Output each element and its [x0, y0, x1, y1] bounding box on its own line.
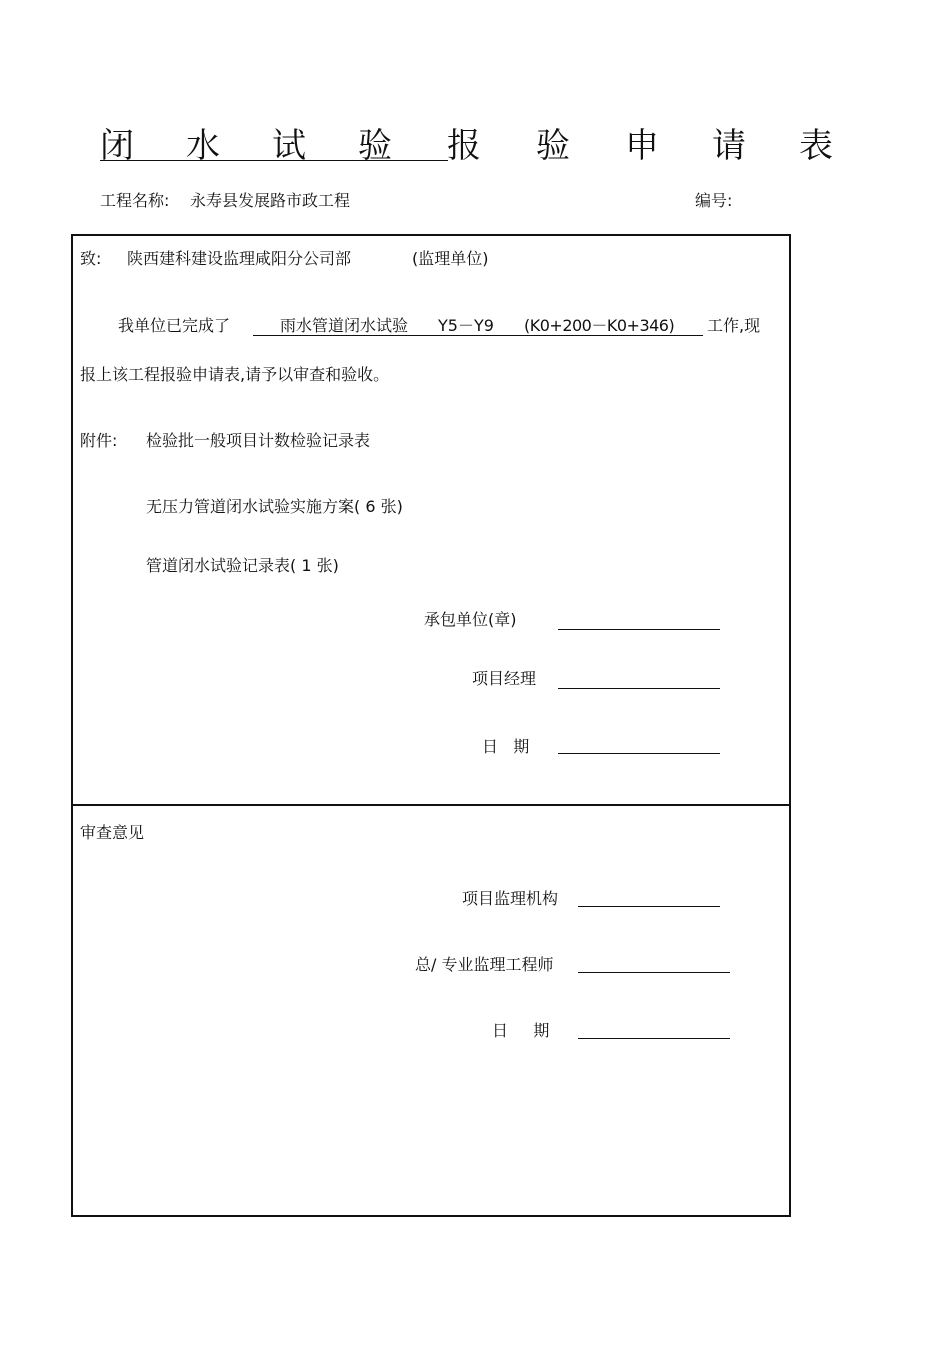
- request-date-label: 日 期: [482, 737, 530, 756]
- title-char: 水: [186, 126, 220, 166]
- title-char: 试: [272, 126, 306, 166]
- review-org-label: 项目监理机构: [462, 889, 559, 908]
- work-fill-line: [253, 335, 703, 336]
- supervisor-name: 陕西建科建设监理咸阳分公司部: [127, 249, 352, 268]
- title-char: 表: [799, 126, 833, 166]
- review-date-fill-line: [578, 1038, 730, 1039]
- submit-line: 报上该工程报验申请表,请予以审查和验收。: [80, 365, 390, 384]
- completed-prefix: 我单位已完成了: [118, 316, 231, 335]
- supervisor-role: (监理单位): [412, 249, 489, 268]
- work-range: Y5－Y9: [438, 316, 494, 335]
- title-char: 请: [712, 126, 746, 166]
- review-org-fill-line: [578, 906, 720, 907]
- work-station: (K0+200－K0+346): [524, 316, 675, 335]
- to-label: 致:: [80, 249, 102, 268]
- review-date-label: 日 期: [492, 1021, 550, 1040]
- section-divider: [71, 804, 791, 806]
- manager-fill-line: [558, 688, 720, 689]
- review-engineer-fill-line: [578, 972, 730, 973]
- request-date-fill-line: [558, 753, 720, 754]
- contractor-fill-line: [558, 629, 720, 630]
- title-char: 验: [536, 126, 570, 166]
- title-char: 闭: [100, 126, 134, 166]
- project-name-value: 永寿县发展路市政工程: [190, 191, 351, 210]
- work-name: 雨水管道闭水试验: [280, 316, 409, 335]
- attachment-item: 无压力管道闭水试验实施方案( 6 张): [146, 497, 403, 516]
- contractor-label: 承包单位(章): [424, 610, 517, 629]
- completed-suffix: 工作,现: [707, 316, 761, 335]
- number-label: 编号:: [695, 191, 733, 210]
- attachment-item: 检验批一般项目计数检验记录表: [146, 431, 371, 450]
- title-char: 报: [447, 126, 481, 166]
- attachment-item: 管道闭水试验记录表( 1 张): [146, 556, 339, 575]
- title-char: 验: [358, 126, 392, 166]
- project-name-label: 工程名称:: [100, 191, 170, 210]
- manager-label: 项目经理: [472, 669, 537, 688]
- title-underline: [100, 160, 448, 161]
- attachments-label: 附件:: [80, 431, 118, 450]
- title-char: 申: [625, 126, 659, 166]
- review-heading: 审查意见: [80, 823, 145, 842]
- review-engineer-label: 总/ 专业监理工程师: [415, 955, 554, 974]
